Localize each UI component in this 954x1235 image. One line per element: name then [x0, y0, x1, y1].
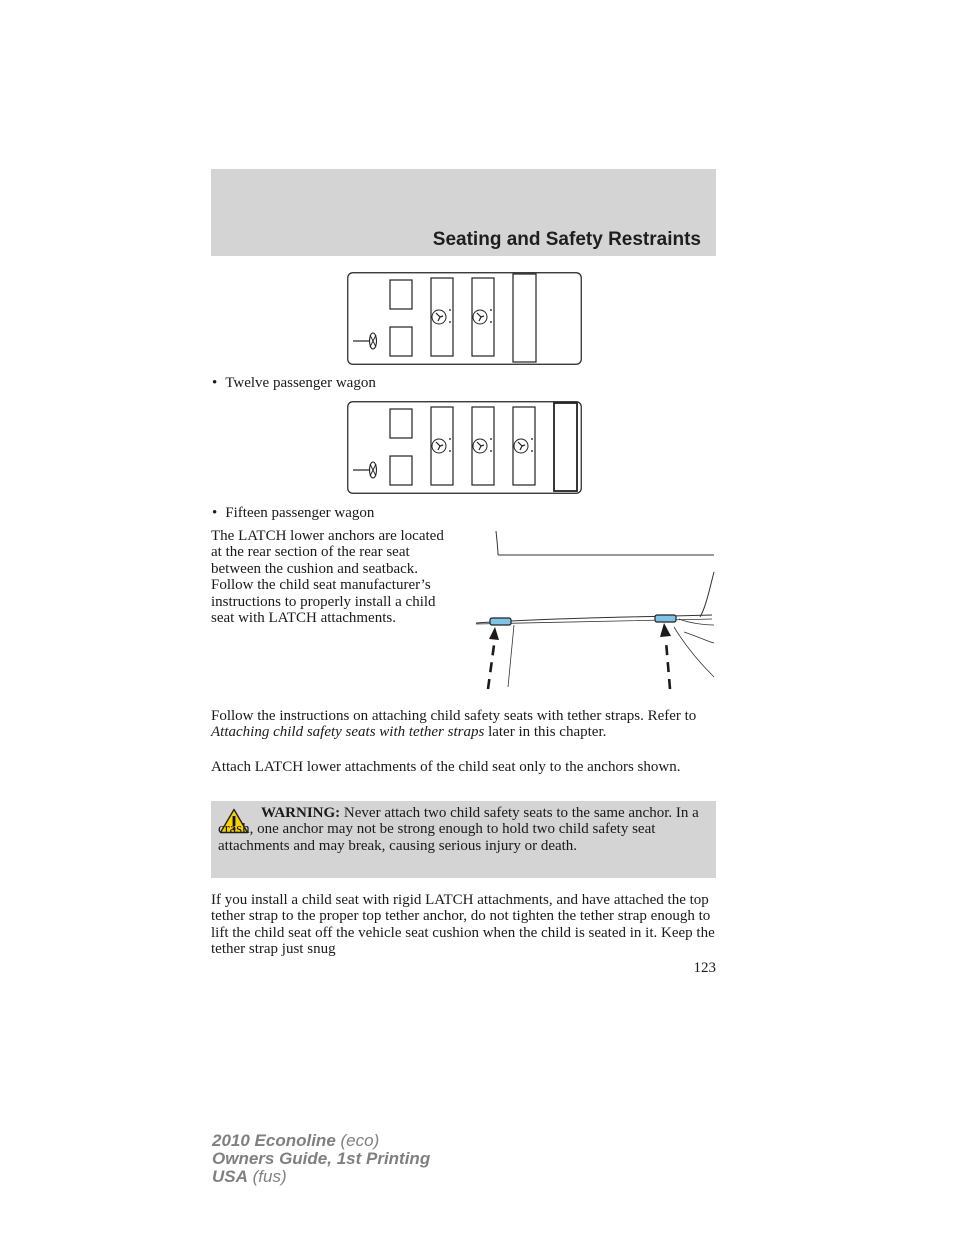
footer-guide: Owners Guide, 1st Printing: [212, 1149, 431, 1168]
header-band: [211, 169, 716, 256]
footer-model-code: (eco): [340, 1131, 380, 1150]
tether-text-2: later in this chapter.: [484, 724, 607, 741]
twelve-passenger-seating-diagram: [347, 272, 582, 365]
tether-section-reference: Attaching child safety seats with tether straps: [211, 724, 485, 741]
footer-model: 2010 Econoline: [212, 1131, 336, 1150]
warning-message: Never attach two child safety seats to the same anchor. In a crash, one anchor may not be strong enough to hold two child safety seat attachments and may break, causing serious injury or death.: [218, 805, 699, 854]
page-number: 123: [693, 960, 716, 976]
rigid-latch-paragraph: If you install a child seat with rigid LATCH attachments, and have attached the top tether strap to the proper top tether anchor, do not tighten the tether strap enough to lift the child seat off the vehicle seat cushion when the child is seated in it. Keep the tether strap just snug: [211, 892, 715, 958]
warning-label: WARNING:: [261, 805, 341, 821]
attach-anchors-paragraph: Attach LATCH lower attachments of the child seat only to the anchors shown.: [211, 759, 681, 775]
warning-text: [218, 805, 708, 854]
bullet-item: [212, 375, 376, 392]
footer-region: USA: [212, 1167, 248, 1186]
warning-box: [211, 801, 716, 878]
latch-anchor-illustration: [474, 527, 716, 697]
tether-strap-paragraph: [211, 708, 716, 741]
fifteen-passenger-seating-diagram: [347, 401, 582, 494]
page-title: Seating and Safety Restraints: [432, 229, 701, 250]
bullet-item: [212, 505, 374, 522]
bullet-text: Fifteen passenger wagon: [225, 505, 375, 521]
footer: [212, 1132, 430, 1186]
tether-text-1: Follow the instructions on attaching child safety seats with tether straps. Refer to: [211, 708, 697, 724]
bullet-dot: •: [212, 505, 218, 521]
latch-anchor-paragraph: The LATCH lower anchors are located at the rear section of the rear seat between the cushion and seatback. Follow the child seat manufacturer’s instructions to properly install a child seat with LATCH attachments.: [211, 528, 444, 627]
bullet-dot: •: [212, 375, 218, 391]
bullet-text: Twelve passenger wagon: [225, 375, 376, 391]
footer-region-code: (fus): [252, 1167, 287, 1186]
